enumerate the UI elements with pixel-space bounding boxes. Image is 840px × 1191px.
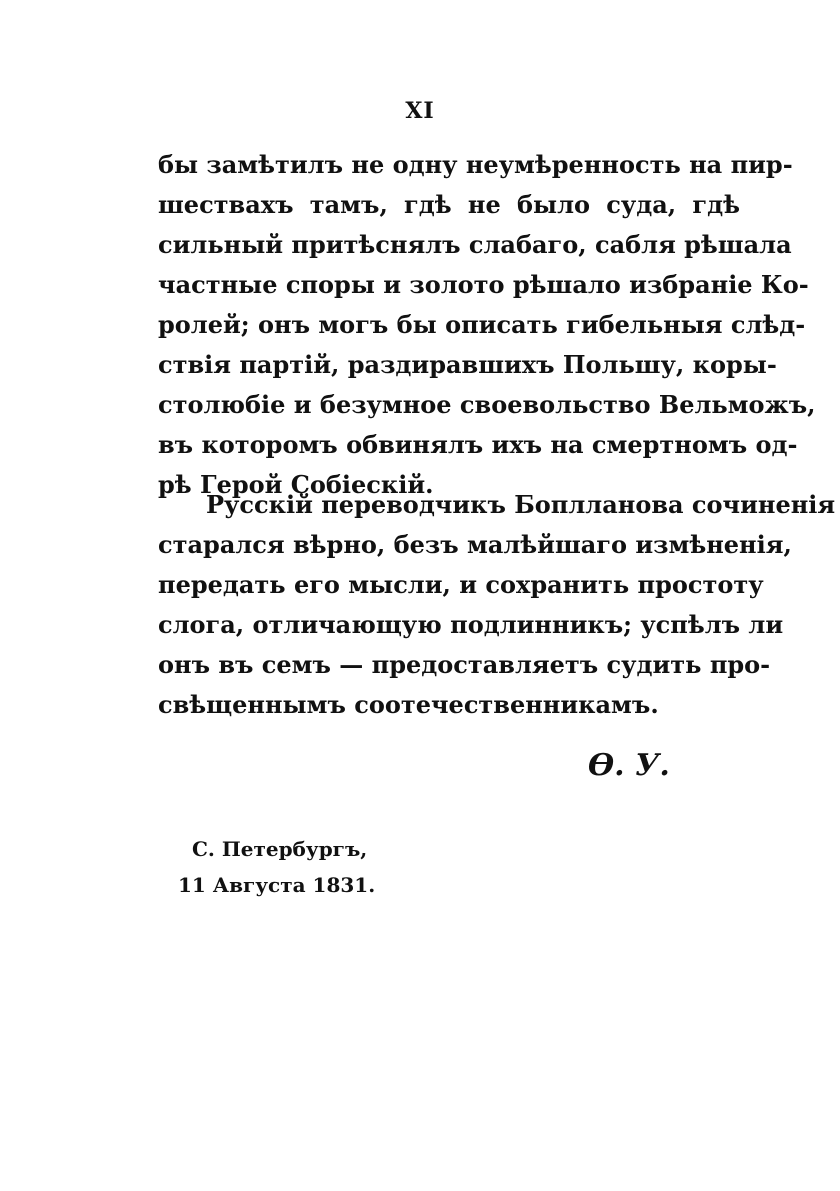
text-line: передать его мысли, и сохранить простоту <box>158 570 764 599</box>
text-line: частные споры и золото рѣшало избраніе Ко- <box>158 270 809 299</box>
text-line: рѣ Герой Собіескій. <box>158 470 434 499</box>
date-line: 11 Августа 1831. <box>178 873 376 897</box>
text-line: сильный притѣснялъ слабаго, сабля рѣшала <box>158 230 792 259</box>
text-line: въ которомъ обвинялъ ихъ на смертномъ од- <box>158 430 798 459</box>
text-line: старался вѣрно, безъ малѣйшаго измѣненія, <box>158 530 792 559</box>
author-signature: Ѳ. У. <box>588 748 670 783</box>
text-line: свѣщеннымъ соотечественникамъ. <box>158 690 659 719</box>
place-line: С. Петербургъ, <box>192 837 368 861</box>
paragraph-2 <box>158 485 836 725</box>
text-line: ролей; онъ могъ бы описать гибельныя слѣд- <box>158 310 806 339</box>
text-line: ствія партій, раздиравшихъ Польшу, коры- <box>158 350 777 379</box>
text-line: слога, отличающую подлинникъ; успѣлъ ли <box>158 610 784 639</box>
text-line: столюбіе и безумное своевольство Вельможъ, <box>158 390 816 419</box>
page-number: XI <box>405 98 435 124</box>
text-line: бы замѣтилъ не одну неумѣренность на пир- <box>158 150 793 179</box>
text-line: шествахъ тамъ, гдѣ не было суда, гдѣ <box>158 190 740 219</box>
text-line: онъ въ семъ — предоставляетъ судить про- <box>158 650 771 679</box>
text-line: Русскій переводчикъ Боплланова сочиненія <box>206 490 836 519</box>
